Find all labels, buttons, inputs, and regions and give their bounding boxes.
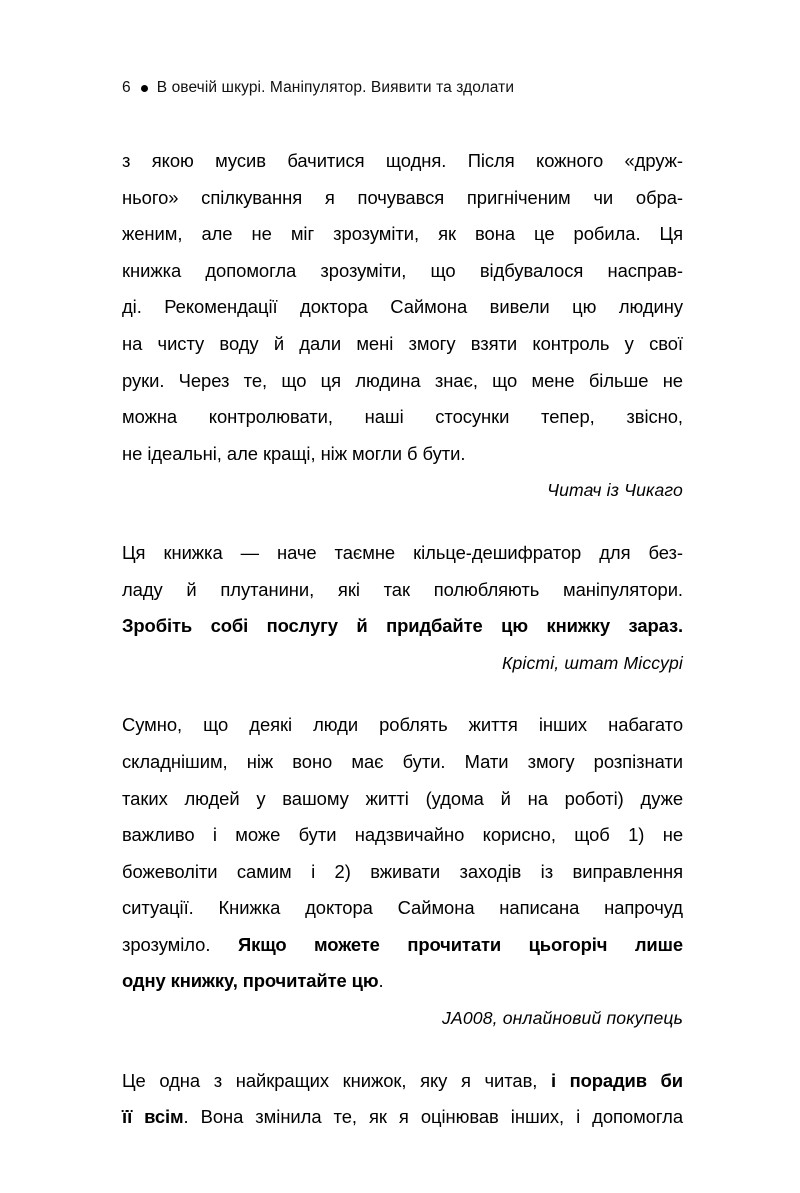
- text-line: нього» спілкування я почувався пригніченим чи обра-: [122, 186, 683, 208]
- testimonial-attribution: Крісті, штат Міссурі: [501, 652, 683, 673]
- text-line-mixed: [122, 963, 683, 1000]
- testimonial-attribution: Читач із Чикаго: [547, 480, 683, 501]
- text-line: Сумно, що деякі люди роблять життя інших набагато: [122, 714, 683, 736]
- text-line: складнішим, ніж воно має бути. Мати змогу розпізнати: [122, 750, 683, 772]
- testimonial-missouri: [122, 535, 683, 681]
- testimonial-final: [122, 1063, 683, 1136]
- text-plain: .: [378, 970, 384, 992]
- running-head: [122, 79, 514, 97]
- text-line: з якою мусив бачитися щодня. Після кожного «друж-: [122, 150, 683, 171]
- text-line: женим, але не міг зрозуміти, як вона це робила. Ця: [122, 223, 683, 245]
- text-line: таких людей у вашому житті (удома й на роботі) дуже: [122, 787, 683, 809]
- text-line: не ідеальні, але кращі, ніж могли б бути.: [122, 442, 466, 464]
- text-plain: Це одна з найкращих книжок, яку я читав,: [122, 1069, 551, 1091]
- testimonial-ja008: [122, 707, 683, 1036]
- testimonial-body: [122, 1063, 683, 1136]
- text-line: ладу й плутанини, які так полюбляють маніпулятори.: [122, 578, 683, 600]
- bullet-dot-icon: [141, 85, 148, 92]
- text-line: можна контролювати, наші стосунки тепер, звісно,: [122, 406, 683, 428]
- text-line: книжка допомогла зрозуміти, що відбувалося насправ-: [122, 259, 683, 281]
- text-line-bold: Зробіть собі послугу й придбайте цю книжку зараз.: [122, 615, 683, 637]
- text-bold: Якщо можете прочитати цьогоріч лише: [237, 933, 683, 955]
- text-plain: зрозуміло.: [122, 933, 238, 955]
- text-line: на чисту воду й дали мені змогу взяти контроль у свої: [122, 332, 683, 354]
- text-line: Ця книжка — наче таємне кільце-дешифратор для без-: [122, 541, 683, 563]
- testimonial-body: [122, 707, 683, 1000]
- testimonial-body: [122, 143, 683, 472]
- running-head-title: В овечій шкурі. Маніпулятор. Виявити та здолати: [156, 79, 515, 96]
- text-line: ситуації. Книжка доктора Саймона написана напрочуд: [122, 897, 683, 919]
- text-line: руки. Через те, що ця людина знає, що мене більше не: [122, 369, 683, 391]
- text-line-mixed: [122, 1063, 683, 1100]
- testimonial-body: [122, 535, 683, 645]
- page-content: [122, 143, 683, 1136]
- text-line: важливо і може бути надзвичайно корисно, щоб 1) не: [122, 824, 683, 846]
- text-bold: одну книжку, прочитайте цю: [122, 970, 379, 992]
- section-spacer: [122, 681, 683, 707]
- section-spacer: [122, 509, 683, 535]
- testimonial-attribution: JA008, онлайновий покупець: [442, 1008, 683, 1029]
- text-bold: її всім: [122, 1106, 184, 1128]
- text-line-mixed: [122, 1099, 683, 1136]
- text-plain: . Вона змінила те, як я оцінював інших, і допомогла: [183, 1106, 683, 1128]
- page-number: 6: [122, 79, 131, 96]
- text-line-mixed: [122, 927, 683, 964]
- text-bold: і порадив би: [550, 1069, 683, 1091]
- text-line: божеволіти самим і 2) вживати заходів із виправлення: [122, 860, 683, 882]
- testimonial-chicago: [122, 143, 683, 509]
- text-line: ді. Рекомендації доктора Саймона вивели цю людину: [122, 296, 683, 318]
- section-spacer: [122, 1037, 683, 1063]
